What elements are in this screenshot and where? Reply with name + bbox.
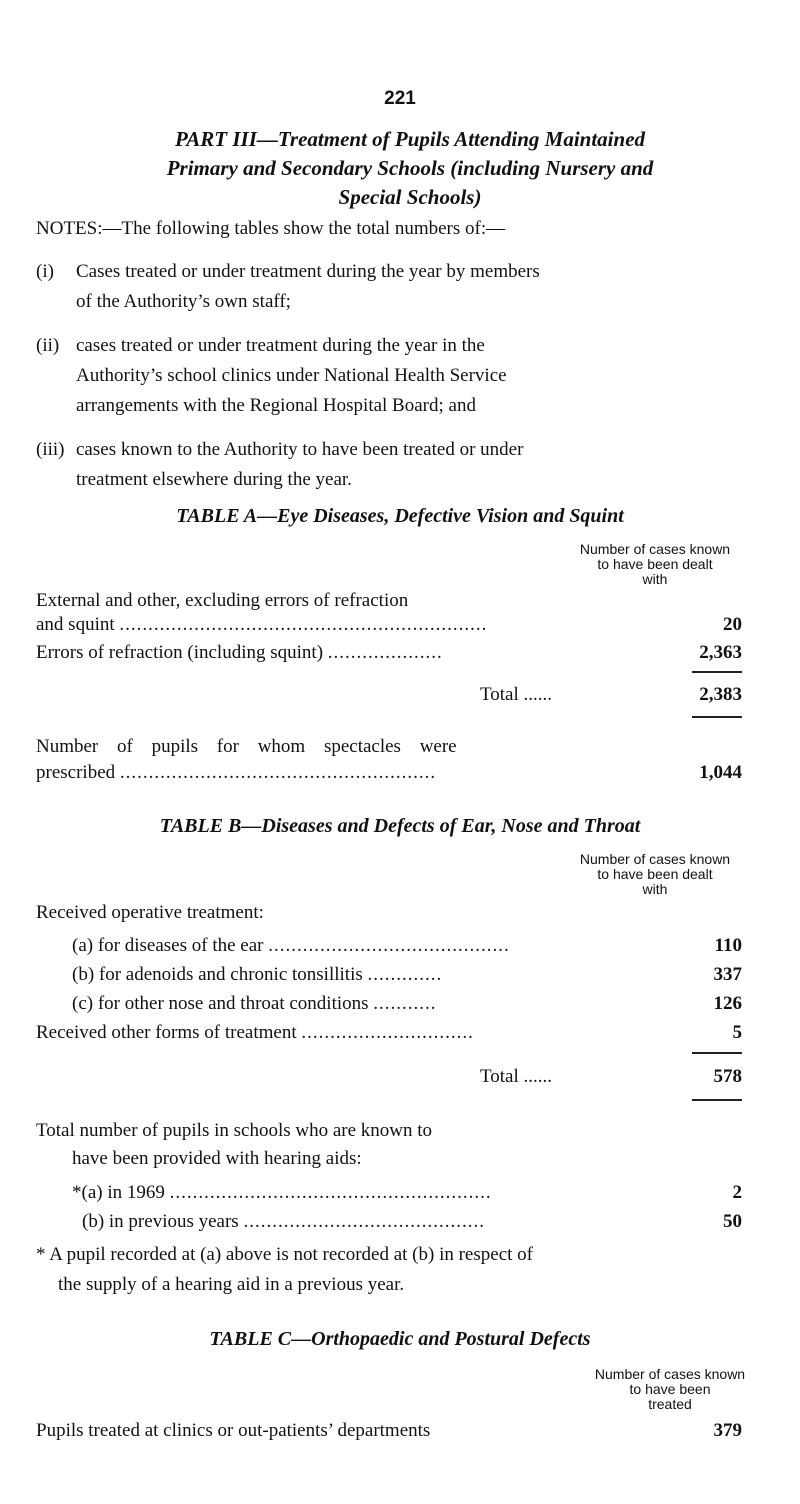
note-item <box>36 331 796 423</box>
total-value: 2,383 <box>699 684 742 705</box>
row-label: Pupils treated at clinics or out-patients’ departments <box>36 1420 431 1441</box>
note-text <box>76 257 794 317</box>
column-header-line: Number of cases known <box>579 541 731 557</box>
note-text <box>76 331 794 421</box>
row-label: Received operative treatment: <box>36 902 264 923</box>
divider <box>692 1099 742 1101</box>
note-number: (ii) <box>36 335 60 356</box>
note-text <box>76 435 794 495</box>
row-label-text: (b) for adenoids and chronic tonsillitis <box>72 964 363 985</box>
table-row <box>36 612 742 638</box>
row-value: 2,363 <box>693 640 742 666</box>
row-label: and squint ................................................................ <box>36 614 488 635</box>
divider <box>692 716 742 718</box>
table-a-title: TABLE A—Eye Diseases, Defective Vision and Squint <box>176 505 624 527</box>
table-c-title: TABLE C—Orthopaedic and Postural Defects <box>209 1328 591 1350</box>
part-title <box>110 125 710 212</box>
table-row <box>36 1418 742 1444</box>
note-line: cases known to the Authority to have been treated or under <box>76 439 524 460</box>
column-header-line: with <box>642 571 668 587</box>
table-total-row <box>440 1064 742 1090</box>
row-label: (b) in previous years .......................................... <box>82 1211 485 1232</box>
table-total-row <box>440 682 742 708</box>
total-value: 578 <box>713 1066 742 1087</box>
total-label: Total ...... <box>480 1066 553 1087</box>
note-line: cases treated or under treatment during the year in the <box>76 335 485 356</box>
part-title-line: PART III—Treatment of Pupils Attending Maintained <box>174 127 646 151</box>
column-header-line: to have been dealt <box>597 556 713 572</box>
table-row <box>36 1209 742 1235</box>
row-label-text: (c) for other nose and throat conditions <box>72 993 369 1014</box>
column-header-line: to have been dealt <box>597 866 713 882</box>
footnote-line: the supply of a hearing aid in a previous year. <box>58 1274 405 1295</box>
table-row <box>36 1180 742 1206</box>
row-value: 110 <box>709 933 742 959</box>
notes-intro: NOTES:—The following tables show the total numbers of:— <box>36 218 506 239</box>
note-line: Authority’s school clinics under National Health Service <box>76 365 507 386</box>
row-label-text: prescribed <box>36 762 116 783</box>
row-label: have been provided with hearing aids: <box>72 1148 362 1169</box>
note-line: arrangements with the Regional Hospital Board; and <box>76 395 476 416</box>
column-header-line: Number of cases known <box>579 851 731 867</box>
column-header-line: treated <box>648 1396 692 1412</box>
row-label: Errors of refraction (including squint) .................... <box>36 642 443 663</box>
row-value: 50 <box>717 1209 742 1235</box>
column-header-line: to have been <box>629 1381 711 1397</box>
table-row <box>36 588 742 614</box>
row-label: Received other forms of treatment .............................. <box>36 1022 474 1043</box>
row-value: 1,044 <box>693 760 742 786</box>
divider <box>692 1052 742 1054</box>
row-label-text: (a) for diseases of the ear <box>72 935 264 956</box>
row-label: External and other, excluding errors of refraction <box>36 590 409 611</box>
row-value: 337 <box>708 962 743 988</box>
table-row <box>36 991 742 1017</box>
row-label: *(a) in 1969 ........................................................ <box>72 1182 492 1203</box>
footnote <box>36 1240 786 1300</box>
total-label-text: Total <box>480 1066 519 1087</box>
row-label-text: Received other forms of treatment <box>36 1022 297 1043</box>
note-line: of the Authority’s own staff; <box>76 291 291 312</box>
total-label: Total ...... <box>480 684 553 705</box>
table-row <box>36 1020 742 1046</box>
part-title-line: Special Schools) <box>338 185 482 209</box>
note-item <box>36 435 796 497</box>
column-header-line: with <box>642 881 668 897</box>
section-heading <box>36 900 742 926</box>
row-value: 20 <box>717 612 742 638</box>
note-line: treatment elsewhere during the year. <box>76 469 352 490</box>
note-line: Cases treated or under treatment during the year by members <box>76 261 540 282</box>
table-row <box>36 933 742 959</box>
row-label: (c) for other nose and throat conditions ........... <box>72 993 437 1014</box>
note-number: (iii) <box>36 439 65 460</box>
row-label-text: and squint <box>36 614 115 635</box>
row-value: 2 <box>727 1180 743 1206</box>
row-label: (a) for diseases of the ear .......................................... <box>72 935 510 956</box>
row-label: Number of pupils for whom spectacles were <box>36 736 457 757</box>
table-row <box>36 640 742 666</box>
row-value: 379 <box>713 1420 742 1441</box>
row-label: prescribed ....................................................... <box>36 762 437 783</box>
row-label: (b) for adenoids and chronic tonsillitis ............. <box>72 964 443 985</box>
table-b-column-header <box>540 852 770 897</box>
table-row <box>36 1146 742 1172</box>
row-label-text: (b) in previous years <box>82 1211 239 1232</box>
footnote-line: * A pupil recorded at (a) above is not recorded at (b) in respect of <box>36 1244 533 1265</box>
row-value: 5 <box>727 1020 743 1046</box>
table-a-column-header <box>540 542 770 587</box>
row-value: 126 <box>708 991 743 1017</box>
column-header-line: Number of cases known <box>594 1366 746 1382</box>
row-label-text: *(a) in 1969 <box>72 1182 165 1203</box>
part-title-line: Primary and Secondary Schools (including Nursery and <box>166 156 654 180</box>
note-number: (i) <box>36 261 54 282</box>
row-label: Total number of pupils in schools who are known to <box>36 1120 433 1141</box>
row-label-text: Errors of refraction (including squint) <box>36 642 324 663</box>
table-b-title: TABLE B—Diseases and Defects of Ear, Nose and Throat <box>159 815 641 837</box>
table-row <box>36 734 742 760</box>
table-c-column-header <box>560 1367 780 1412</box>
divider <box>692 671 742 673</box>
table-row <box>36 962 742 988</box>
table-row <box>36 1118 742 1144</box>
total-label-text: Total <box>480 684 519 705</box>
page-number: 221 <box>384 88 416 109</box>
table-row <box>36 760 742 786</box>
note-item <box>36 257 796 319</box>
